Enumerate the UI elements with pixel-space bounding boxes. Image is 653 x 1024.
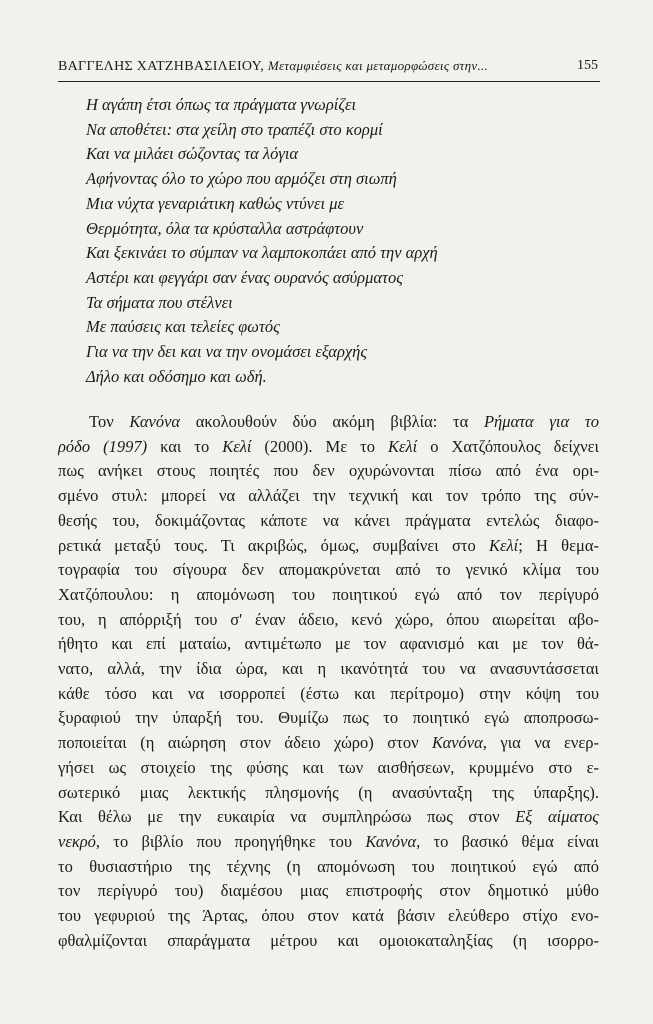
text-run: κάθε τόσο και να ισορροπεί (έστω και περίτρομο) στην κόψη του bbox=[58, 683, 599, 703]
italic-title: Κελί bbox=[222, 436, 252, 456]
italic-title: Ρήματα για το bbox=[483, 412, 599, 431]
text-run: ο Χατζόπουλος δείχνει bbox=[417, 436, 599, 456]
text-run: ; Η θεμα- bbox=[518, 535, 599, 555]
page-number: 155 bbox=[577, 58, 598, 73]
poem-line: Για να την δει και να την ονομάσει εξαρχής bbox=[86, 342, 368, 362]
running-head-title: Μεταμφιέσεις και μεταμορφώσεις στην... bbox=[267, 58, 489, 73]
poem-line: Και να μιλάει σώζοντας τα λόγια bbox=[86, 144, 299, 164]
text-run: φθαλμίζονται σπαράγματα μέτρου και ομοιοκαταληξίας (η ισορρο- bbox=[58, 930, 599, 950]
text-line bbox=[58, 632, 599, 657]
running-head bbox=[58, 58, 598, 82]
running-head-author: ΒΑΓΓΕΛΗΣ ΧΑΤΖΗΒΑΣΙΛΕΙΟΥ, bbox=[58, 59, 265, 74]
text-line bbox=[58, 410, 599, 435]
poem-line: Με παύσεις και τελείες φωτός bbox=[86, 317, 280, 337]
text-run: , το βασικό θέμα είναι bbox=[416, 831, 599, 851]
text-run: νατο, αλλά, την ίδια ώρα, και η ικανότητά του να ανασυντάσσεται bbox=[58, 659, 599, 679]
italic-title: νεκρό bbox=[58, 831, 96, 851]
italic-title: ρόδο (1997) bbox=[58, 436, 148, 456]
text-line bbox=[58, 731, 599, 756]
text-line bbox=[58, 756, 599, 781]
text-run: σμένο στυλ: μπορεί να αλλάζει την τεχνική και τον τρόπο της σύν- bbox=[58, 486, 599, 506]
running-head-text bbox=[58, 58, 488, 75]
text-run: ρετικά μεταξύ τους. Τι ακριβώς, όμως, συμβαίνει στο bbox=[58, 535, 489, 555]
text-line bbox=[58, 904, 599, 929]
text-run: ξυραφιού την ύπαρξή του. Θυμίζω πως το ποιητικό εγώ αποπροσω- bbox=[58, 708, 599, 728]
poem-line: Και ξεκινάει το σύμπαν να λαμποκοπάει από την αρχή bbox=[86, 243, 438, 263]
text-line bbox=[58, 459, 599, 484]
poem-line: Θερμότητα, όλα τα κρύσταλλα αστράφτουν bbox=[86, 218, 364, 238]
poem-line: Μια νύχτα γεναριάτικη καθώς ντύνει με bbox=[86, 193, 344, 213]
text-run: πως ανήκει στους ποιητές που δεν οχυρώνονται πίσω από ένα ορι- bbox=[58, 461, 599, 481]
text-run: Και θέλω με την ευκαιρία να συμπληρώσω πως στον bbox=[58, 807, 516, 827]
text-line bbox=[58, 855, 599, 880]
text-line bbox=[58, 657, 599, 682]
text-line bbox=[58, 781, 599, 806]
italic-title: Κελί bbox=[488, 535, 519, 555]
text-run: , για να ενερ- bbox=[482, 733, 599, 753]
text-run: σωτερικό μιας λεκτικής πλησμονής (η ανασύνταξη της ύπαρξης). bbox=[58, 782, 599, 802]
text-run: Χατζόπουλου: η απομόνωση του ποιητικού εγώ από τον περίγυρό bbox=[58, 584, 599, 604]
poem-line: Δήλο και οδόσημο και ωδή. bbox=[86, 366, 267, 386]
text-run: ακολουθούν δύο ακόμη βιβλία: τα bbox=[180, 412, 484, 431]
text-run: Τον bbox=[89, 412, 130, 431]
text-line bbox=[58, 706, 599, 731]
poem-line: Τα σήματα που στέλνει bbox=[86, 292, 233, 312]
text-line bbox=[58, 534, 599, 559]
text-run: ποποιείται (η αιώρηση στον άδειο χώρο) στον bbox=[58, 733, 433, 753]
header-rule bbox=[58, 81, 600, 82]
text-line bbox=[58, 608, 599, 633]
body-paragraph bbox=[58, 410, 599, 953]
poem-block bbox=[86, 93, 438, 389]
text-run: και το bbox=[147, 436, 223, 456]
text-line bbox=[58, 558, 599, 583]
italic-title: Κελί bbox=[388, 436, 418, 456]
italic-title: Κανόνα bbox=[365, 831, 417, 851]
poem-line: Να αποθέτει: στα χείλη στο τραπέζι στο κορμί bbox=[86, 119, 383, 139]
text-run: ήθητο και επί ματαίω, αντιμέτωπο με τον αφανισμό και με τον θά- bbox=[58, 634, 599, 654]
text-line bbox=[58, 929, 599, 954]
text-line bbox=[58, 583, 599, 608]
italic-title: Εξ αίματος bbox=[515, 807, 599, 827]
text-line bbox=[58, 830, 599, 855]
text-run: τογραφία του σίγουρα δεν απομακρύνεται από το γενικό κλίμα του bbox=[58, 560, 599, 580]
poem-line: Αφήνοντας όλο το χώρο που αρμόζει στη σιωπή bbox=[86, 169, 397, 189]
poem-line: Αστέρι και φεγγάρι σαν ένας ουρανός ασύρματος bbox=[86, 267, 403, 287]
text-run: τον περίγυρό του) διαμέσου μιας επιστροφής στον δημοτικό μύθο bbox=[58, 881, 599, 901]
text-line bbox=[58, 879, 599, 904]
text-line bbox=[58, 484, 599, 509]
text-run: του γεφυριού της Άρτας, όπου στον κατά βάσιν ελεύθερο στίχο ενο- bbox=[58, 906, 599, 926]
poem-line: Η αγάπη έτσι όπως τα πράγματα γνωρίζει bbox=[86, 95, 357, 114]
text-line bbox=[58, 435, 599, 460]
text-run: του, η απόρριξή του σ' έναν άδειο, κενό χώρο, όπου αιωρείται αβο- bbox=[58, 609, 599, 629]
text-line bbox=[58, 805, 599, 830]
text-line bbox=[58, 509, 599, 534]
italic-title: Κανόνα bbox=[432, 733, 483, 753]
text-run: (2000). Με το bbox=[251, 436, 388, 456]
text-run: γήσει ως στοιχείο της φύσης και των αισθήσεων, κρυμμένο στο ε- bbox=[58, 757, 599, 777]
text-run: το θυσιαστήριο της τέχνης (η απομόνωση του ποιητικού εγώ από bbox=[58, 856, 599, 876]
italic-title: Κανόνα bbox=[129, 412, 181, 431]
text-line bbox=[58, 682, 599, 707]
text-run: , το βιβλίο που προηγήθηκε του bbox=[95, 831, 366, 851]
text-run: θεσής του, δοκιμάζοντας κάποτε να κάνει πράγματα εντελώς διαφο- bbox=[58, 510, 599, 530]
